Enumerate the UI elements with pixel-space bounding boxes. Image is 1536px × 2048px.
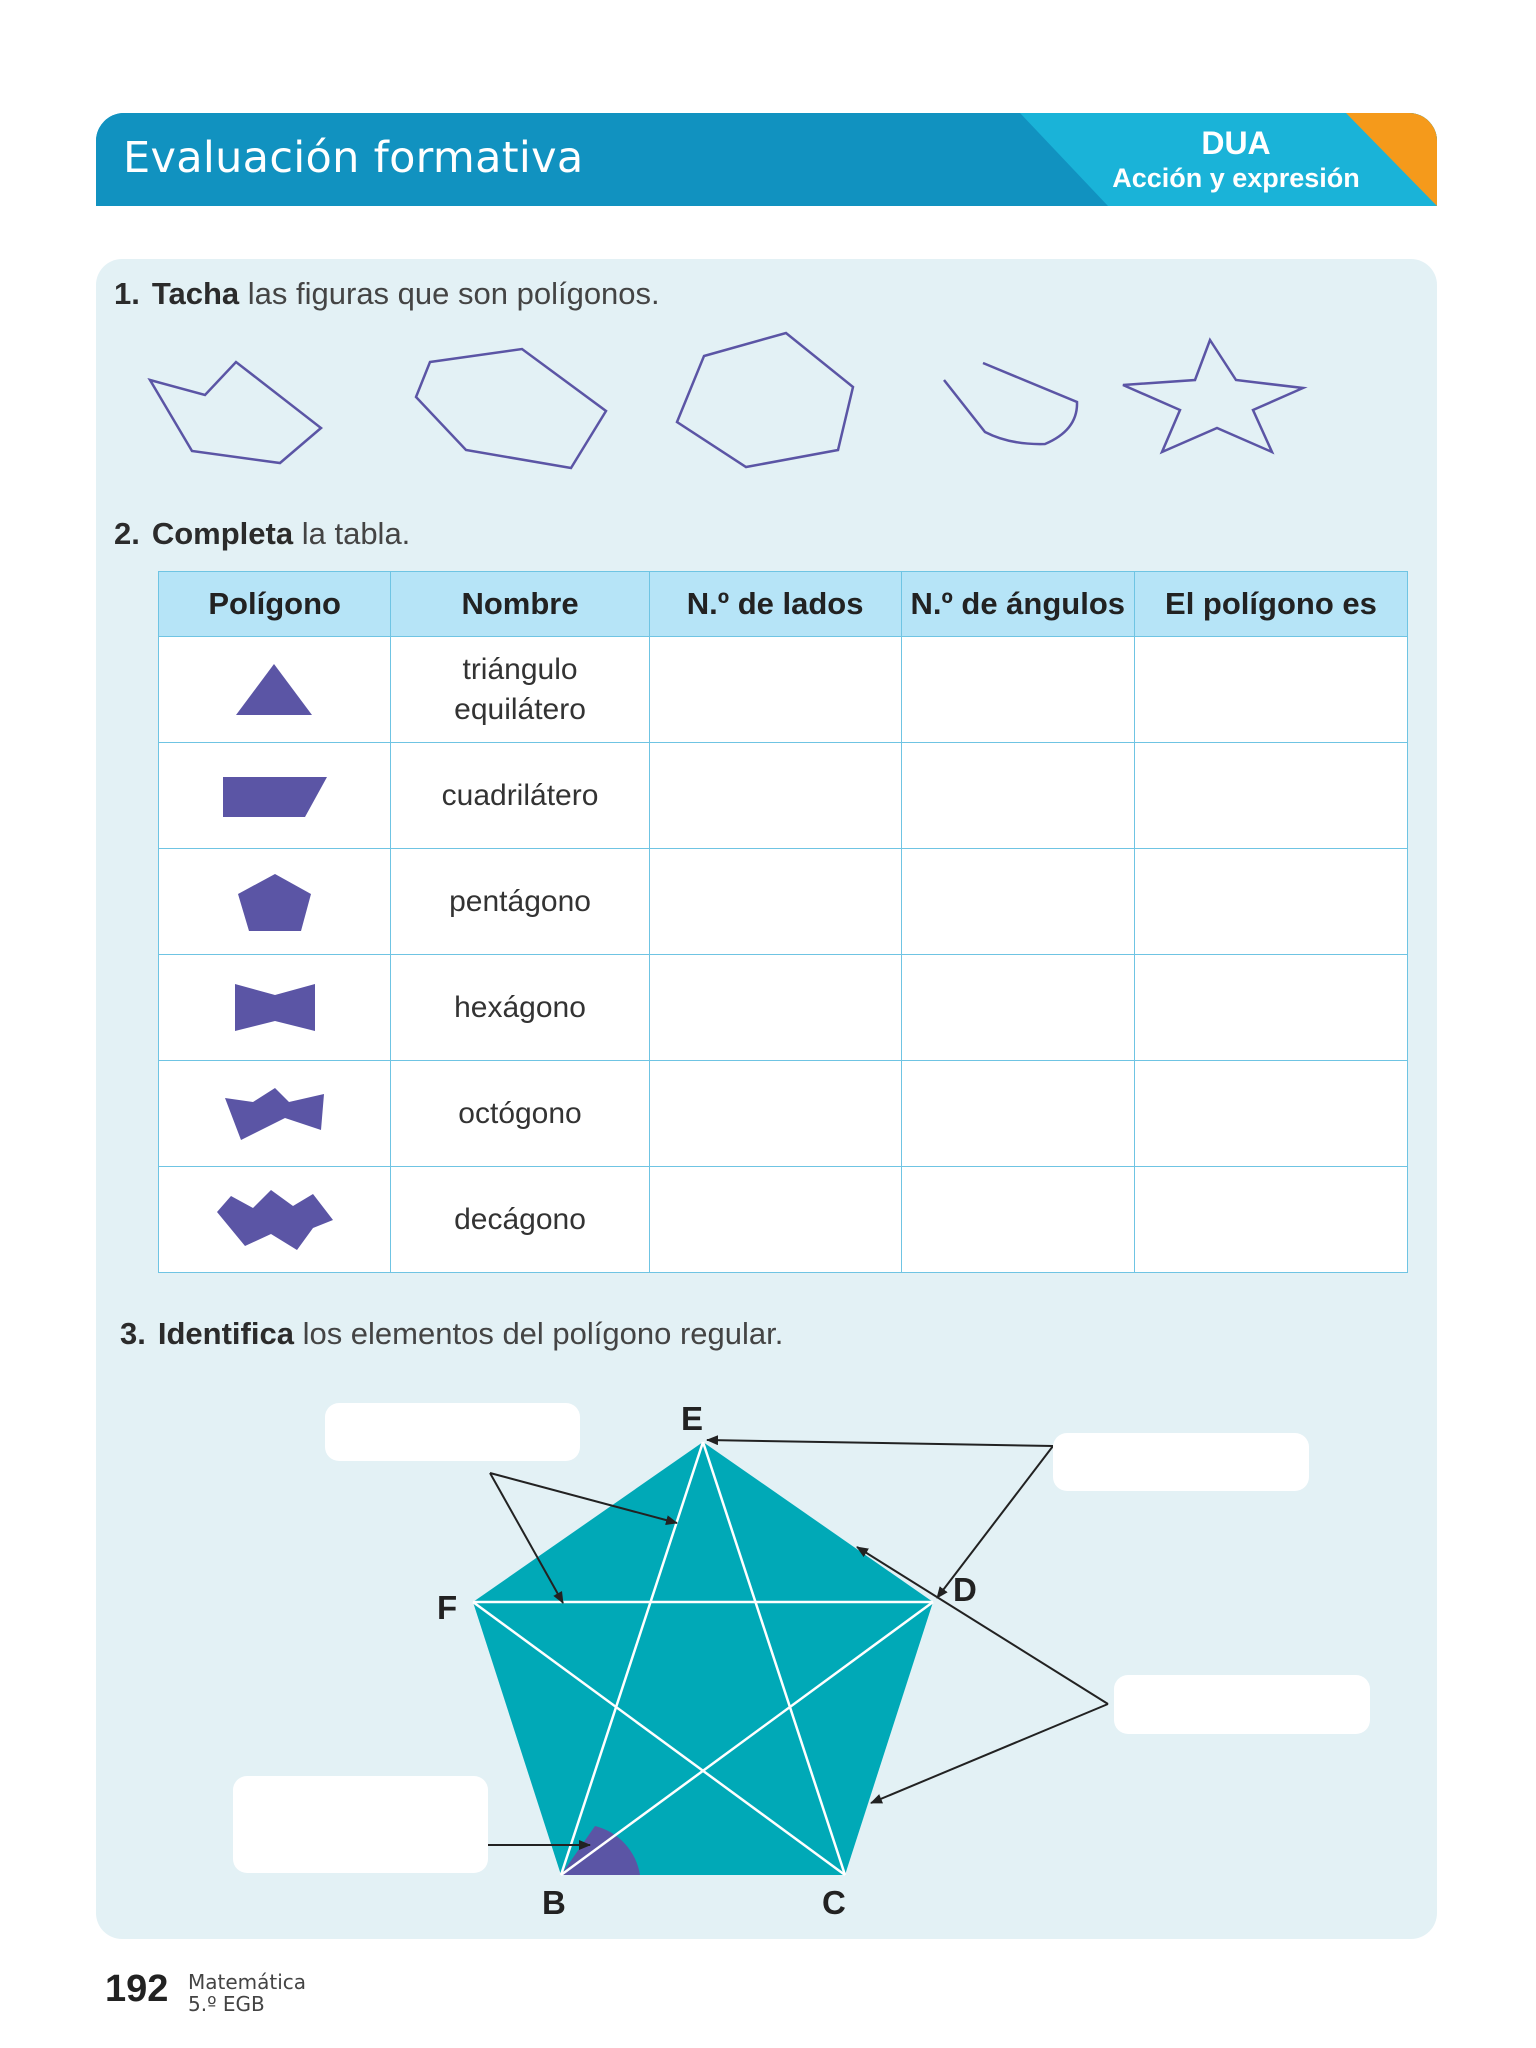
label-box-top-left[interactable]: [325, 1403, 580, 1461]
question-number: 1.: [114, 276, 140, 311]
subject-label: Matemática: [188, 1970, 307, 1994]
question-number: 3.: [120, 1316, 146, 1351]
page-title: Evaluación formativa: [123, 133, 584, 183]
header-name: Nombre: [391, 572, 649, 637]
question-text: la tabla.: [293, 516, 411, 551]
label-box-top-right[interactable]: [1053, 1433, 1309, 1491]
name-line-1: octógono: [458, 1096, 582, 1130]
question-text: las figuras que son polígonos.: [239, 276, 660, 311]
name-line-1: hexágono: [454, 990, 586, 1024]
dua-label: DUA: [1201, 125, 1271, 161]
label-box-right[interactable]: [1114, 1675, 1370, 1734]
name-line-2: equilátero: [454, 692, 586, 726]
header-angles: N.º de ángulos: [901, 572, 1134, 637]
header-sides: N.º de lados: [649, 572, 901, 637]
question-text: los elementos del polígono regular.: [293, 1316, 784, 1351]
dua-subtitle: Acción y expresión: [1112, 163, 1360, 193]
footer-subject: [188, 1971, 306, 2015]
vertex-label-c: C: [822, 1884, 846, 1921]
question-verb: Completa: [151, 516, 294, 551]
name-line-1: decágono: [454, 1202, 586, 1236]
page-number: 192: [105, 1968, 169, 2010]
question-verb: Tacha: [151, 276, 240, 311]
label-box-bottom-left[interactable]: [233, 1776, 488, 1873]
header-type: El polígono es: [1134, 572, 1407, 637]
name-line-1: pentágono: [449, 884, 591, 918]
vertex-label-f: F: [437, 1589, 458, 1626]
regular-pentagon: [473, 1442, 933, 1875]
question-number: 2.: [114, 516, 140, 551]
question-verb: Identifica: [157, 1316, 294, 1351]
vertex-label-e: E: [681, 1400, 704, 1437]
grade-label: 5.º EGB: [188, 1992, 265, 2016]
name-line-1: triángulo: [462, 652, 578, 686]
vertex-label-b: B: [542, 1884, 566, 1921]
vertex-label-d: D: [953, 1571, 977, 1608]
header-polygon: Polígono: [159, 572, 391, 637]
name-line-1: cuadrilátero: [441, 778, 599, 812]
